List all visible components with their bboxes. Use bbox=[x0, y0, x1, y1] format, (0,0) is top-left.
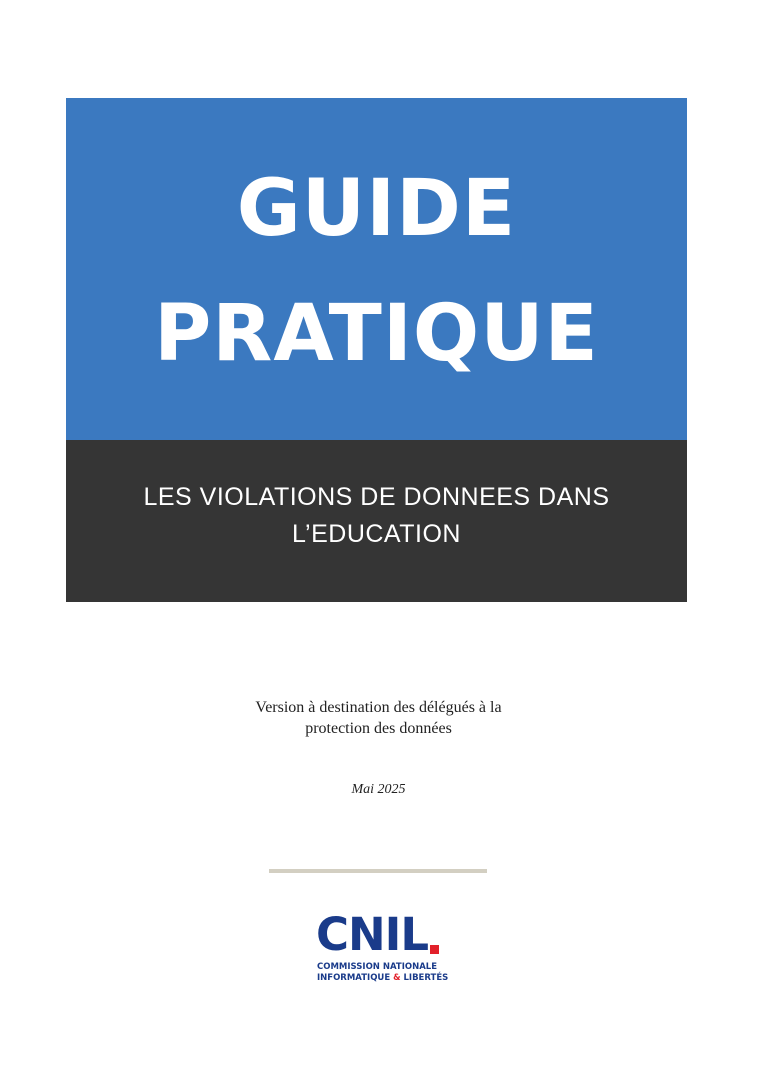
logo-ampersand: & bbox=[393, 973, 401, 983]
logo-red-dot bbox=[430, 945, 439, 954]
logo-subtitle-informatique: INFORMATIQUE bbox=[317, 973, 391, 983]
title-banner bbox=[66, 98, 687, 440]
cnil-wordmark: CNIL bbox=[316, 908, 429, 961]
title-line-guide: GUIDE bbox=[236, 164, 517, 254]
subtitle-banner bbox=[66, 440, 687, 602]
logo-subtitle-line-2 bbox=[317, 974, 448, 983]
version-note-line-2: protection des données bbox=[305, 720, 452, 737]
logo-subtitle-line-1: COMMISSION NATIONALE bbox=[317, 962, 438, 972]
divider-rule bbox=[269, 869, 487, 873]
publication-date: Mai 2025 bbox=[351, 782, 406, 797]
version-note-line-1: Version à destination des délégués à la bbox=[255, 699, 502, 716]
logo-subtitle-libertes: LIBERTÉS bbox=[403, 973, 449, 983]
subtitle-line-1: LES VIOLATIONS DE DONNEES DANS bbox=[143, 483, 610, 511]
title-line-pratique: PRATIQUE bbox=[154, 289, 599, 379]
cnil-logo bbox=[316, 908, 449, 987]
subtitle-line-2: L’EDUCATION bbox=[292, 520, 461, 548]
